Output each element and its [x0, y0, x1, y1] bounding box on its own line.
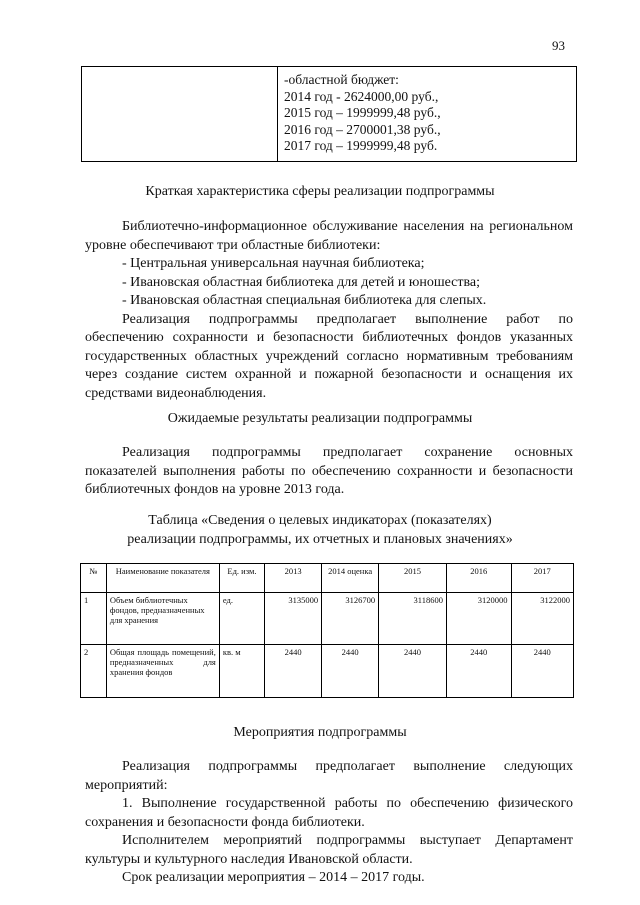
table-cell: 3120000: [446, 593, 511, 645]
table-caption-line: реализации подпрограммы, их отчетных и плановых значениях»: [127, 531, 513, 547]
column-header: 2017: [511, 564, 573, 593]
section-results-text: [85, 444, 573, 500]
table-row: [81, 645, 574, 698]
paragraph-intro: Библиотечно-информационное обслуживание населения на региональном уровне обеспечивают три областные библиотеки:: [85, 219, 573, 253]
indicators-table: [80, 563, 574, 698]
table-cell: 2: [81, 645, 107, 698]
section-heading-characteristics: Краткая характеристика сферы реализации подпрограммы: [145, 184, 495, 199]
table-cell: 2440: [511, 645, 573, 698]
table-cell: ед.: [219, 593, 264, 645]
table-cell: 3122000: [511, 593, 573, 645]
section-activities-text: [85, 758, 573, 888]
table-cell: Общая площадь помещений, предназначенных для хранения фондов: [106, 645, 219, 698]
column-header: №: [81, 564, 107, 593]
list-item-library: - Центральная универсальная научная библиотека;: [122, 256, 425, 271]
table-caption: [0, 512, 640, 549]
table-cell: 2440: [446, 645, 511, 698]
paragraph-term: Срок реализации мероприятия – 2014 – 2017 годы.: [122, 870, 425, 885]
table-cell: кв. м: [219, 645, 264, 698]
table-cell: 3126700: [322, 593, 379, 645]
table-cell: 3118600: [379, 593, 447, 645]
section-heading-results: Ожидаемые результаты реализации подпрограммы: [167, 411, 473, 426]
section-characteristics-text: [85, 218, 573, 403]
column-header: 2014 оценка: [322, 564, 379, 593]
table-cell: 1: [81, 593, 107, 645]
paragraph-results: Реализация подпрограммы предполагает сохранение основных показателей выполнения работы по обеспечению сохранности и безопасности библиотечных фондов на уровне 2013 года.: [85, 445, 573, 497]
column-header: 2016: [446, 564, 511, 593]
budget-table-value-cell: [278, 67, 577, 162]
budget-line: 2016 год – 2700001,38 руб.,: [284, 121, 441, 137]
paragraph-executor: Исполнителем мероприятий подпрограммы выступает Департамент культуры и культурного наследия Ивановской области.: [85, 833, 573, 867]
list-item-library: - Ивановская областная специальная библиотека для слепых.: [122, 293, 487, 308]
list-item-library: - Ивановская областная библиотека для детей и юношества;: [122, 274, 481, 290]
table-cell: 3135000: [265, 593, 322, 645]
page-number: 93: [552, 38, 565, 53]
budget-table: [81, 66, 577, 162]
column-header: 2015: [379, 564, 447, 593]
table-cell: Объем библиотечных фондов, предназначенных для хранения: [106, 593, 219, 645]
column-header: 2013: [265, 564, 322, 593]
paragraph-activity-item: 1. Выполнение государственной работы по обеспечению физического сохранения и безопасности фонда библиотеки.: [85, 796, 573, 830]
budget-table-label-cell: [82, 67, 278, 162]
table-cell: 2440: [379, 645, 447, 698]
table-caption-line: Таблица «Сведения о целевых индикаторах (показателях): [148, 513, 492, 528]
budget-line: 2014 год - 2624000,00 руб.,: [284, 88, 439, 104]
table-cell: 2440: [265, 645, 322, 698]
table-cell: 2440: [322, 645, 379, 698]
column-header: Ед. изм.: [219, 564, 264, 593]
table-header-row: [81, 564, 574, 593]
budget-line: 2017 год – 1999999,48 руб.: [284, 138, 438, 153]
paragraph-body: Реализация подпрограммы предполагает выполнение работ по обеспечению сохранности и безопасности библиотечных фондов указанных государственных областных учреждений согласно нормативным требованиям через создание систем охранной и пожарной безопасности и оснащения их средствами видеонаблюдения.: [85, 311, 573, 401]
section-heading-activities: Мероприятия подпрограммы: [233, 725, 407, 740]
table-row: [81, 593, 574, 645]
paragraph-activities-intro: Реализация подпрограммы предполагает выполнение следующих мероприятий:: [85, 759, 573, 793]
column-header: Наименование показателя: [106, 564, 219, 593]
budget-line: -областной бюджет:: [284, 72, 399, 87]
budget-line: 2015 год – 1999999,48 руб.,: [284, 105, 441, 120]
